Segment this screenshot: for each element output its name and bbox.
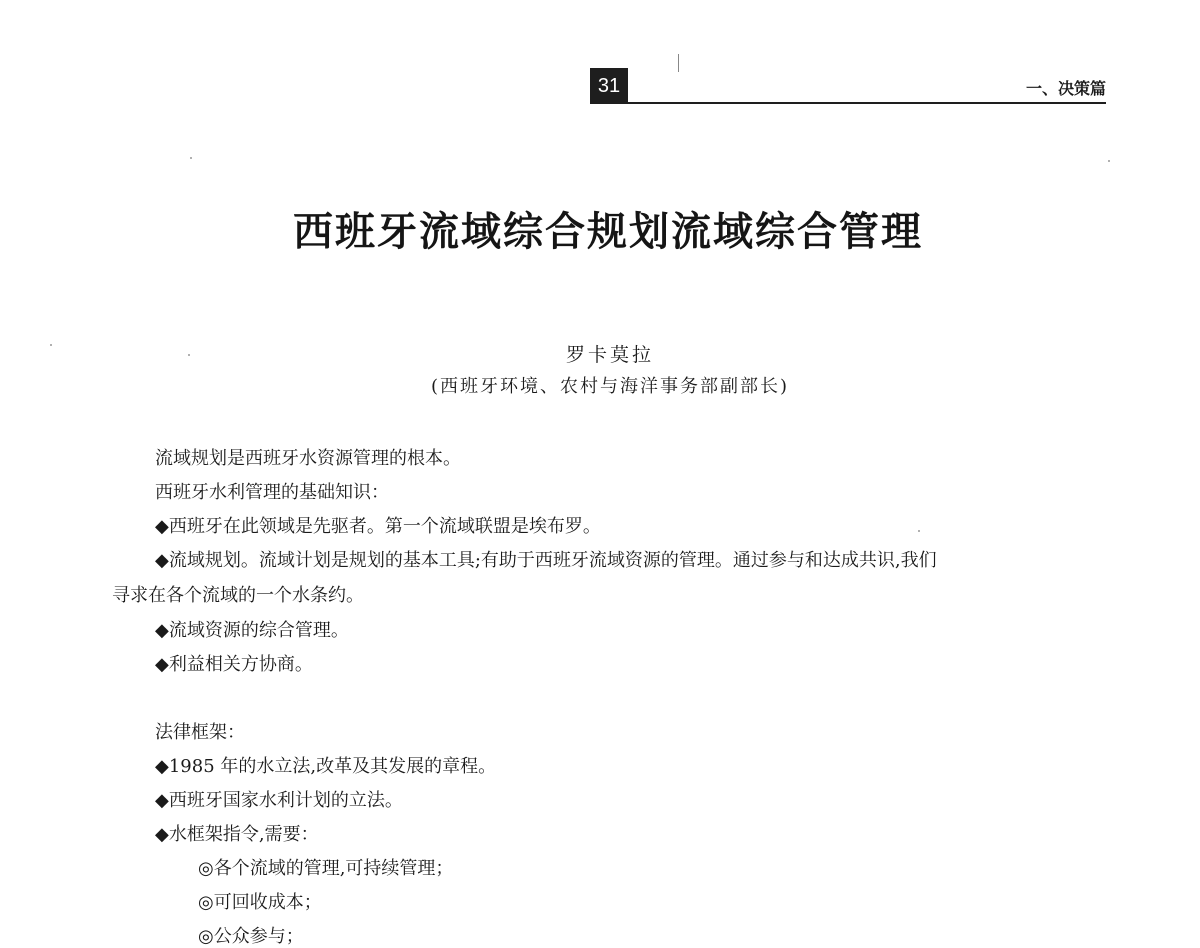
list-item: ◆流域规划。流域计划是规划的基本工具;有助于西班牙流域资源的管理。通过参与和达成共识,我们 bbox=[155, 550, 937, 571]
list-item: ◆西班牙在此领域是先驱者。第一个流域联盟是埃布罗。 bbox=[155, 516, 601, 537]
author-name: 罗卡莫拉 bbox=[565, 344, 654, 366]
author-affiliation: (西班牙环境、农村与海洋事务部副部长) bbox=[430, 376, 790, 397]
list-item: ◆利益相关方协商。 bbox=[155, 654, 313, 675]
heading-basics: 西班牙水利管理的基础知识： bbox=[155, 482, 389, 503]
scan-speck bbox=[918, 530, 920, 532]
scan-mark bbox=[678, 54, 679, 72]
list-item-continuation: 寻求在各个流域的一个水条约。 bbox=[112, 585, 364, 606]
sub-list-item: ◎公众参与； bbox=[198, 926, 304, 947]
paragraph-intro: 流域规划是西班牙水资源管理的根本。 bbox=[155, 448, 461, 469]
scan-speck bbox=[188, 354, 190, 356]
sub-list-item: ◎可回收成本； bbox=[198, 892, 322, 913]
header-rule bbox=[626, 102, 1106, 104]
sub-list-item: ◎各个流域的管理,可持续管理； bbox=[198, 858, 454, 879]
list-item: ◆流域资源的综合管理。 bbox=[155, 620, 349, 641]
scan-speck bbox=[50, 344, 52, 346]
article-title: 西班牙流域综合规划流域综合管理 bbox=[293, 208, 923, 255]
heading-legal: 法律框架： bbox=[155, 722, 245, 743]
running-header bbox=[590, 68, 1108, 106]
scan-speck bbox=[1108, 160, 1110, 162]
list-item: ◆西班牙国家水利计划的立法。 bbox=[155, 790, 403, 811]
page-number: 31 bbox=[590, 68, 628, 104]
scan-speck bbox=[190, 157, 192, 159]
list-item: ◆水框架指令,需要： bbox=[155, 824, 319, 845]
section-label: 一、决策篇 bbox=[1025, 79, 1106, 98]
list-item: ◆1985 年的水立法,改革及其发展的章程。 bbox=[155, 756, 497, 777]
